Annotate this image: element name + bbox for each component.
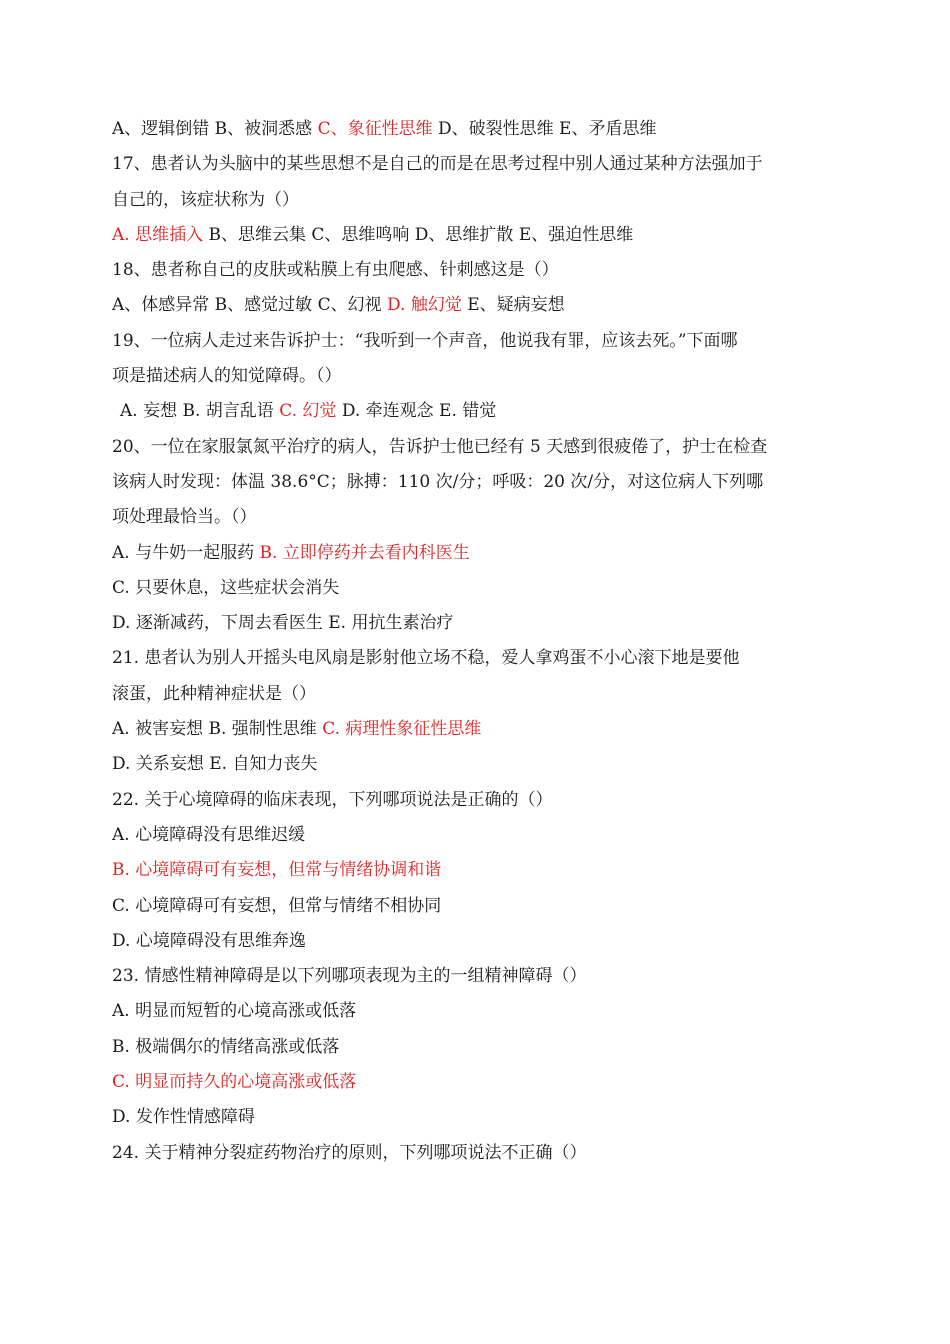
line-text: 18、患者称自己的皮肤或粘膜上有虫爬感、针刺感这是（） — [112, 260, 559, 281]
line-text: E、疑病妄想 — [461, 295, 565, 316]
line-text: A. 明显而短暂的心境高涨或低落 — [112, 1001, 357, 1022]
answer-text: A. 思维插入 — [112, 224, 204, 245]
answer-text: C. 病理性象征性思维 — [322, 719, 482, 740]
answer-text: B. 心境障碍可有妄想，但常与情绪协调和谐 — [112, 860, 442, 881]
text-line — [112, 924, 842, 959]
text-line — [112, 394, 842, 429]
line-text: 22. 关于心境障碍的临床表现，下列哪项说法是正确的（） — [112, 789, 553, 810]
text-line — [112, 500, 842, 535]
text-line — [112, 571, 842, 606]
line-text: D. 心境障碍没有思维奔逸 — [112, 930, 306, 951]
answer-text: C. 幻觉 — [279, 401, 337, 422]
line-text: 20、一位在家服氯氮平治疗的病人，告诉护士他已经有 5 天感到很疲倦了，护士在检查 — [112, 436, 768, 457]
text-line — [112, 677, 842, 712]
answer-text: C. 明显而持久的心境高涨或低落 — [112, 1072, 357, 1093]
line-text: A. 心境障碍没有思维迟缓 — [112, 824, 306, 845]
text-line — [112, 747, 842, 782]
answer-text: C、象征性思维 — [317, 119, 433, 139]
text-line — [112, 430, 842, 465]
text-line — [112, 641, 842, 676]
line-text: 21. 患者认为别人开摇头电风扇是影射他立场不稳，爱人拿鸡蛋不小心滚下地是要他 — [112, 648, 740, 669]
answer-text: D. 触幻觉 — [387, 295, 462, 316]
text-line — [112, 994, 842, 1029]
text-line — [112, 288, 842, 323]
line-text: 23. 情感性精神障碍是以下列哪项表现为主的一组精神障碍（） — [112, 966, 587, 987]
text-line — [112, 112, 842, 147]
line-text: 24. 关于精神分裂症药物治疗的原则，下列哪项说法不正确（） — [112, 1142, 587, 1163]
answer-text: B. 立即停药并去看内科医生 — [259, 542, 470, 563]
text-line — [112, 1030, 842, 1065]
line-text: 滚蛋，此种精神症状是（） — [112, 683, 316, 704]
line-text: D. 逐渐减药，下周去看医生 E. 用抗生素治疗 — [112, 613, 454, 634]
text-line — [112, 465, 842, 500]
text-line — [112, 536, 842, 571]
line-text: D. 发作性情感障碍 — [112, 1107, 255, 1128]
line-text: A. 被害妄想 B. 强制性思维 — [112, 719, 323, 740]
text-line — [112, 606, 842, 641]
text-line — [112, 324, 842, 359]
text-line — [112, 889, 842, 924]
line-text: 项是描述病人的知觉障碍。（） — [112, 366, 342, 387]
line-text: 该病人时发现：体温 38.6°C；脉搏：110 次/分；呼吸：20 次/分，对这位病人下列哪 — [112, 471, 764, 492]
line-text: 19、一位病人走过来告诉护士：“我听到一个声音，他说我有罪，应该去死。”下面哪 — [112, 330, 738, 351]
text-line — [112, 1100, 842, 1135]
text-line — [112, 712, 842, 747]
line-text: C. 只要休息，这些症状会消失 — [112, 577, 340, 598]
text-line — [112, 147, 842, 182]
text-line — [112, 359, 842, 394]
text-line — [112, 818, 842, 853]
line-text: B. 极端偶尔的情绪高涨或低落 — [112, 1036, 340, 1057]
line-text: A. 妄想 B. 胡言乱语 — [120, 401, 280, 422]
text-line — [112, 1065, 842, 1100]
line-text: A. 与牛奶一起服药 — [112, 542, 260, 563]
line-text: 项处理最恰当。（） — [112, 507, 257, 528]
line-text: D、破裂性思维 E、矛盾思维 — [432, 119, 657, 139]
text-line — [112, 183, 842, 218]
text-line — [112, 1136, 842, 1171]
line-text: A、逻辑倒错 B、被洞悉感 — [112, 119, 318, 139]
line-text: C. 心境障碍可有妄想，但常与情绪不相协同 — [112, 895, 442, 916]
line-text: 自己的，该症状称为（） — [112, 189, 299, 210]
text-line — [112, 853, 842, 888]
line-text: D. 牵连观念 E. 错觉 — [336, 401, 497, 422]
text-line — [112, 959, 842, 994]
text-line — [112, 253, 842, 288]
text-line — [112, 783, 842, 818]
line-text: B、思维云集 C、思维鸣响 D、思维扩散 E、强迫性思维 — [203, 224, 634, 245]
line-text: D. 关系妄想 E. 自知力丧失 — [112, 754, 318, 775]
document-page — [112, 112, 842, 1171]
line-text: A、体感异常 B、感觉过敏 C、幻视 — [112, 295, 387, 316]
line-text: 17、患者认为头脑中的某些思想不是自己的而是在思考过程中别人通过某种方法强加于 — [112, 154, 763, 175]
text-line — [112, 218, 842, 253]
